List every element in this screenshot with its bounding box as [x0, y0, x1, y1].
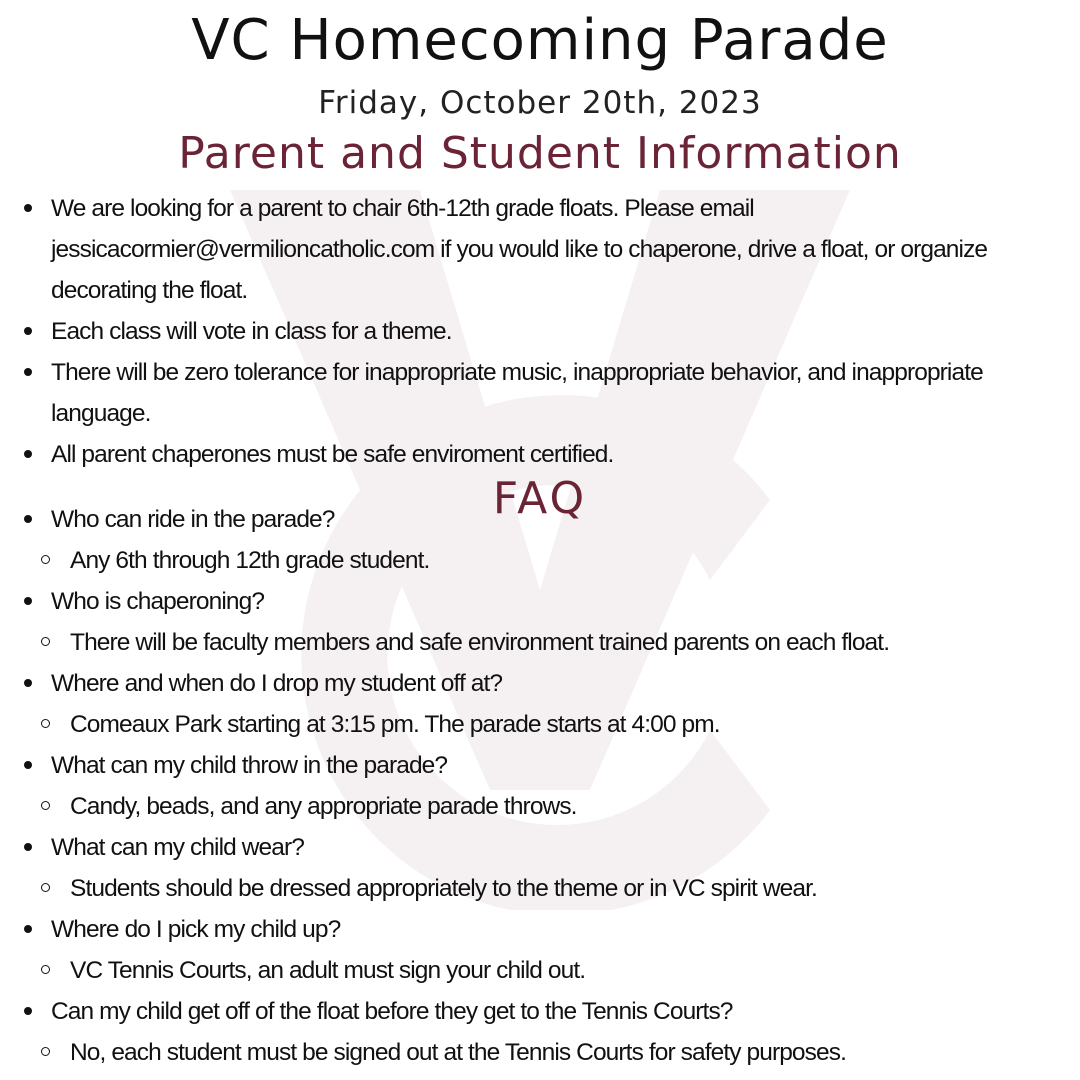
faq-question: Who can ride in the parade? [20, 499, 1075, 540]
faq-heading: FAQ [492, 473, 588, 524]
list-item: There will be zero tolerance for inappropriate music, inappropriate behavior, and inappropriate language. [20, 352, 1075, 434]
faq-answer: No, each student must be signed out at the Tennis Courts for safety purposes. [0, 1032, 1075, 1073]
info-list [20, 188, 1075, 475]
faq-answer: Candy, beads, and any appropriate parade throws. [0, 786, 1075, 827]
faq-answer: VC Tennis Courts, an adult must sign your child out. [0, 950, 1075, 991]
list-item: Each class will vote in class for a theme. [20, 311, 1075, 352]
faq-answer: There will be faculty members and safe environment trained parents on each float. [0, 622, 1075, 663]
faq-question: Where do I pick my child up? [20, 909, 1075, 950]
faq-question: Can my child get off of the float before they get to the Tennis Courts? [20, 991, 1075, 1032]
faq-question: What can my child wear? [20, 827, 1075, 868]
event-date: Friday, October 20th, 2023 [318, 85, 762, 121]
page-title: VC Homecoming Parade [191, 8, 889, 73]
list-item: All parent chaperones must be safe enviroment certified. [20, 434, 1075, 475]
faq-answer: Any 6th through 12th grade student. [0, 540, 1075, 581]
faq-list [20, 499, 1075, 1073]
list-item: We are looking for a parent to chair 6th-12th grade floats. Please email jessicacormier@vermilioncatholic.com if you would like to chaperone, drive a float, or organize decorating the float. [20, 188, 1075, 311]
faq-question: What can my child throw in the parade? [20, 745, 1075, 786]
faq-answer: Students should be dressed appropriately to the theme or in VC spirit wear. [0, 868, 1075, 909]
faq-question: Who is chaperoning? [20, 581, 1075, 622]
section-heading-info: Parent and Student Information [178, 128, 902, 179]
faq-question: Where and when do I drop my student off at? [20, 663, 1075, 704]
faq-answer: Comeaux Park starting at 3:15 pm. The parade starts at 4:00 pm. [0, 704, 1075, 745]
